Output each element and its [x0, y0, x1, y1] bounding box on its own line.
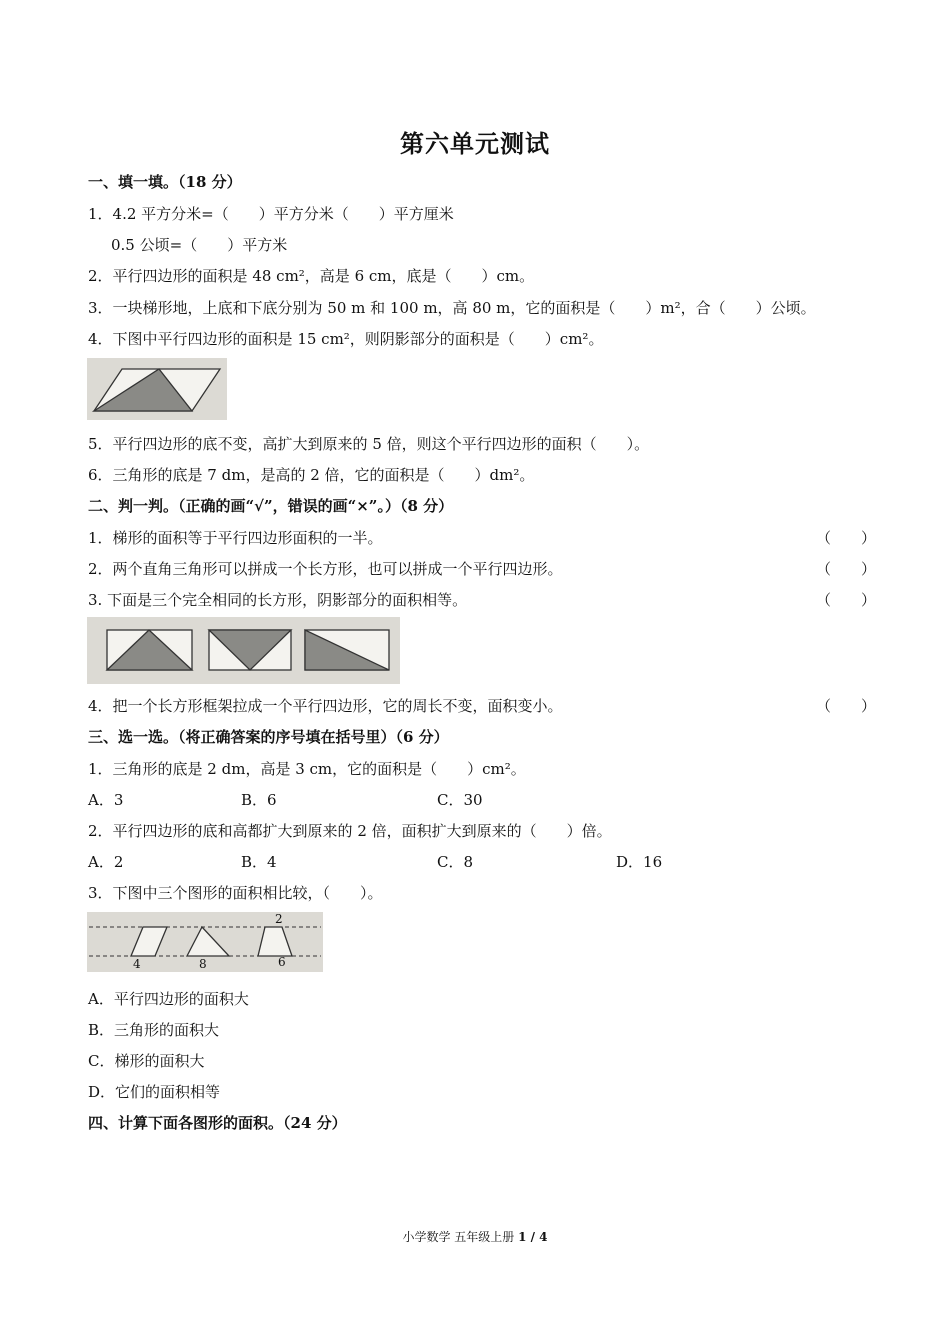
s3-q3-option-a[interactable]: A．平行四边形的面积大 [88, 990, 249, 1008]
page-number: 1 / 4 [518, 1230, 548, 1244]
answer-bracket[interactable]: （ ） [816, 560, 877, 578]
s1-question-1a: 1．4.2 平方分米=（ ）平方分米（ ）平方厘米 [88, 205, 454, 223]
rectangles-diagram [87, 617, 400, 684]
s3-q3-option-d[interactable]: D．它们的面积相等 [88, 1083, 221, 1101]
parallelogram-figure [87, 358, 227, 420]
s2-question-3: 3. 下面是三个完全相同的长方形，阴影部分的面积相等。 [88, 591, 468, 609]
trapezoid-top-label: 2 [275, 912, 283, 926]
s3-q3-option-c[interactable]: C．梯形的面积大 [88, 1052, 205, 1070]
s3-q1-option-c[interactable]: C．30 [437, 791, 483, 809]
section-4-heading: 四、计算下面各图形的面积。（24 分） [88, 1114, 347, 1132]
s3-q3-option-b[interactable]: B．三角形的面积大 [88, 1021, 220, 1039]
s2-question-4: 4．把一个长方形框架拉成一个平行四边形，它的周长不变，面积变小。 [88, 697, 563, 715]
s1-question-3: 3．一块梯形地，上底和下底分别为 50 m 和 100 m，高 80 m，它的面积是（ ）m²，合（ ）公顷。 [88, 299, 816, 317]
s1-question-2: 2．平行四边形的面积是 48 cm²，高是 6 cm，底是（ ）cm。 [88, 267, 535, 285]
s3-question-1: 1．三角形的底是 2 dm，高是 3 cm，它的面积是（ ）cm²。 [88, 760, 526, 778]
s2-question-1: 1．梯形的面积等于平行四边形面积的一半。 [88, 529, 383, 547]
s1-question-4: 4．下图中平行四边形的面积是 15 cm²，则阴影部分的面积是（ ）cm²。 [88, 330, 604, 348]
small-parallelogram [131, 927, 167, 956]
s1-question-1b: 0.5 公顷=（ ）平方米 [111, 236, 288, 254]
answer-bracket[interactable]: （ ） [816, 697, 877, 715]
s1-question-6: 6．三角形的底是 7 dm，是高的 2 倍，它的面积是（ ）dm²。 [88, 466, 535, 484]
s2-question-2: 2．两个直角三角形可以拼成一个长方形，也可以拼成一个平行四边形。 [88, 560, 563, 578]
section-3-heading: 三、选一选。（将正确答案的序号填在括号里）（6 分） [88, 728, 449, 746]
page-title: 第六单元测试 [400, 129, 550, 158]
s3-question-3: 3．下图中三个图形的面积相比较，（ ）。 [88, 884, 383, 902]
small-triangle [187, 927, 229, 956]
s3-question-2: 2．平行四边形的底和高都扩大到原来的 2 倍，面积扩大到原来的（ ）倍。 [88, 822, 612, 840]
shapes-comparison-figure [87, 912, 323, 972]
s3-q1-option-a[interactable]: A．3 [88, 791, 124, 809]
section-2-heading: 二、判一判。（正确的画“√”，错误的画“×”。）（8 分） [88, 497, 454, 515]
parallelogram-base-label: 4 [133, 957, 141, 971]
s3-q2-option-d[interactable]: D．16 [616, 853, 663, 871]
answer-bracket[interactable]: （ ） [816, 529, 877, 547]
trapezoid-bottom-label: 6 [278, 955, 286, 969]
s3-q2-option-b[interactable]: B．4 [241, 853, 277, 871]
footer-text: 小学数学 五年级上册 [402, 1230, 519, 1244]
triangle-base-label: 8 [199, 957, 207, 971]
answer-bracket[interactable]: （ ） [816, 591, 877, 609]
parallelogram-diagram [87, 358, 227, 420]
three-rectangles-figure [87, 617, 400, 684]
s3-q2-option-a[interactable]: A．2 [88, 853, 124, 871]
small-trapezoid [258, 927, 292, 956]
page-footer [0, 1228, 950, 1245]
s3-q2-option-c[interactable]: C．8 [437, 853, 474, 871]
s3-q1-option-b[interactable]: B．6 [241, 791, 277, 809]
s1-question-5: 5．平行四边形的底不变，高扩大到原来的 5 倍，则这个平行四边形的面积（ ）。 [88, 435, 650, 453]
section-1-heading: 一、填一填。（18 分） [88, 173, 242, 191]
